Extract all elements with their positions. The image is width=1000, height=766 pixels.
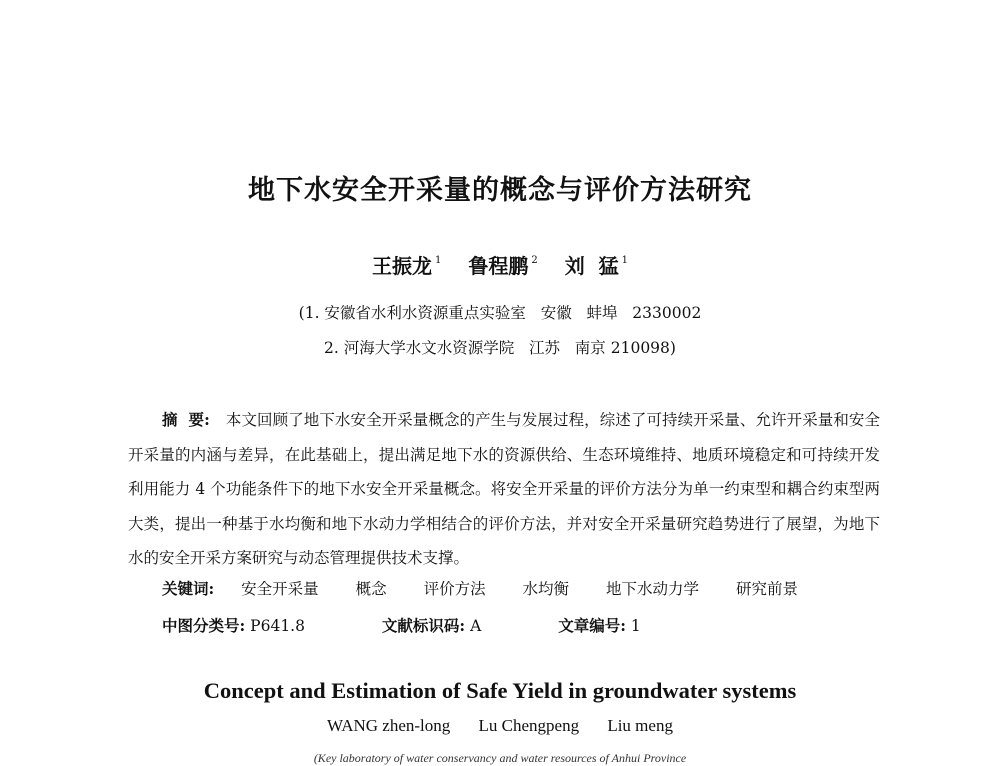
clc-value: P641.8 bbox=[250, 617, 305, 635]
article-number bbox=[558, 614, 641, 636]
author-en: Lu Chengpeng bbox=[478, 716, 580, 735]
keyword: 地下水动力学 bbox=[605, 580, 699, 598]
clc-number bbox=[162, 614, 305, 636]
keyword: 安全开采量 bbox=[241, 580, 319, 598]
author-cn-name: 鲁程鹏 bbox=[468, 254, 529, 278]
clc-label: 中图分类号: bbox=[162, 616, 246, 635]
affiliation-cn-1: (1. 安徽省水利水资源重点实验室 安徽 蚌埠 2330002 bbox=[298, 304, 702, 322]
affiliation-cn-2: 2. 河海大学水文水资源学院 江苏 南京 210098) bbox=[324, 339, 676, 357]
author-cn bbox=[468, 250, 537, 279]
keyword: 水均衡 bbox=[522, 580, 570, 598]
author-cn-name: 刘 猛 bbox=[564, 254, 619, 278]
author-cn bbox=[372, 250, 441, 279]
doc-code bbox=[382, 614, 481, 636]
title-en: Concept and Estimation of Safe Yield in groundwater systems bbox=[203, 678, 797, 703]
author-en: WANG zhen-long bbox=[327, 716, 451, 735]
keyword: 概念 bbox=[355, 580, 387, 598]
author-cn bbox=[565, 250, 628, 279]
affiliation-en: (Key laboratory of water conservancy and water resources of Anhui Province bbox=[313, 751, 687, 765]
keyword: 研究前景 bbox=[735, 580, 798, 598]
keywords bbox=[162, 577, 830, 599]
abstract-label: 摘 要: bbox=[162, 410, 210, 429]
author-cn-sup: 1 bbox=[621, 255, 628, 266]
author-cn-sup: 1 bbox=[435, 255, 442, 266]
article-number-label: 文章编号: bbox=[558, 616, 626, 635]
abstract bbox=[128, 403, 880, 576]
author-en: Liu meng bbox=[607, 716, 673, 735]
title-cn: 地下水安全开采量的概念与评价方法研究 bbox=[248, 175, 752, 206]
doc-code-value: A bbox=[470, 617, 482, 635]
keyword: 评价方法 bbox=[423, 580, 486, 598]
abstract-text: 本文回顾了地下水安全开采量概念的产生与发展过程，综述了可持续开采量、允许开采量和安全开采量的内涵与差异，在此基础上，提出满足地下水的资源供给、生态环境维持、地质环境稳定和可持续开发利用能力 4 个功能条件下的地下水安全开采量概念。将安全开采量的评价方法分为单一约束型和耦合约束型两大类，提出一种基于水均衡和地下水动力学相结合的评价方法，并对安全开采量研究趋势进行了展望，为地下水的安全开采方案研究与动态管理提供技术支撑。 bbox=[128, 411, 880, 567]
author-cn-sup: 2 bbox=[531, 255, 538, 266]
article-number-value: 1 bbox=[630, 617, 641, 635]
keywords-label: 关键词: bbox=[162, 579, 215, 598]
authors-cn bbox=[0, 250, 1000, 279]
authors-en bbox=[0, 716, 1000, 736]
author-cn-name: 王振龙 bbox=[372, 254, 432, 278]
classification-line bbox=[162, 614, 713, 636]
doc-code-label: 文献标识码: bbox=[381, 616, 466, 635]
